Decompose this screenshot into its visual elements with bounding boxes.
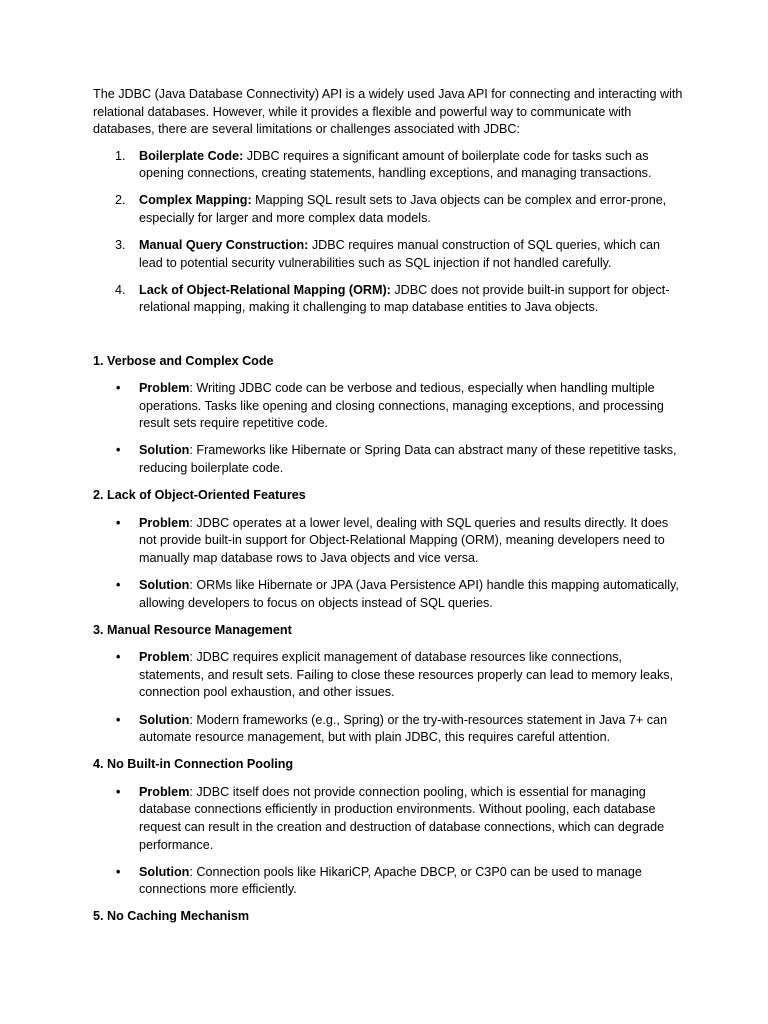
list-item-title: Boilerplate Code: bbox=[139, 148, 244, 163]
list-item-title: Manual Query Construction: bbox=[139, 238, 309, 253]
solution-label: Solution bbox=[139, 712, 190, 727]
bullet-item-problem bbox=[116, 380, 683, 433]
bullet-icon: • bbox=[116, 784, 121, 799]
problem-text: : JDBC operates at a lower level, dealing with SQL queries and results directly. It does not provide built-in support for Object-Relational Mapping (ORM), meaning developers need to manually map database rows to Java objects and vice versa. bbox=[139, 515, 669, 565]
problem-label: Problem bbox=[139, 650, 190, 665]
bullet-list bbox=[93, 515, 683, 612]
list-item bbox=[115, 148, 683, 183]
bullet-icon: • bbox=[116, 381, 121, 396]
problem-text: : Writing JDBC code can be verbose and tedious, especially when handling multiple operations. Tasks like opening and closing connections, managing exceptions, and processing result sets require repetitive code. bbox=[139, 381, 664, 431]
list-item-text: JDBC requires manual construction of SQL queries, which can lead to potential security vulnerabilities such as SQL injection if not handled carefully. bbox=[139, 238, 660, 270]
problem-label: Problem bbox=[139, 515, 190, 530]
bullet-list bbox=[93, 380, 683, 477]
list-item-text: Mapping SQL result sets to Java objects can be complex and error-prone, especially for larger and more complex data models. bbox=[139, 193, 667, 226]
section-heading: 2. Lack of Object-Oriented Features bbox=[93, 488, 306, 503]
bullet-list bbox=[93, 649, 683, 746]
list-item-text: JDBC requires a significant amount of boilerplate code for tasks such as opening connections, creating statements, handling exceptions, and managing transactions. bbox=[139, 148, 652, 181]
problem-text: : JDBC requires explicit management of database resources like connections, statements, and result sets. Failing to close these resources properly can lead to memory leaks, connection pool exhaustion, and other issues. bbox=[139, 650, 674, 700]
list-item bbox=[115, 192, 683, 227]
solution-text: : Connection pools like HikariCP, Apache DBCP, or C3P0 can be used to manage connections more efficiently. bbox=[139, 864, 642, 897]
solution-label: Solution bbox=[139, 577, 190, 592]
section-heading: 4. No Built-in Connection Pooling bbox=[93, 757, 294, 772]
problem-text: : JDBC itself does not provide connection pooling, which is essential for managing database connections efficiently in production environments. Without pooling, each database request can result in the creation and destruction of database connections, which can degrade performance. bbox=[139, 784, 665, 852]
bullet-icon: • bbox=[116, 577, 121, 592]
section-object-oriented bbox=[93, 487, 683, 612]
list-number: 4. bbox=[115, 282, 126, 297]
list-number: 1. bbox=[115, 148, 126, 163]
spacer bbox=[93, 327, 683, 353]
list-item bbox=[115, 282, 683, 317]
limitations-list bbox=[93, 148, 683, 317]
problem-label: Problem bbox=[139, 381, 190, 396]
bullet-item-solution bbox=[116, 442, 683, 477]
bullet-icon: • bbox=[116, 443, 121, 458]
solution-text: : ORMs like Hibernate or JPA (Java Persistence API) handle this mapping automatically, allowing developers to focus on objects instead of SQL queries. bbox=[139, 577, 679, 610]
bullet-item-solution bbox=[116, 577, 683, 612]
bullet-icon: • bbox=[116, 712, 121, 727]
list-item-title: Lack of Object-Relational Mapping (ORM): bbox=[139, 282, 391, 297]
solution-label: Solution bbox=[139, 443, 190, 458]
bullet-icon: • bbox=[116, 650, 121, 665]
solution-label: Solution bbox=[139, 864, 190, 879]
document-page bbox=[93, 86, 683, 936]
bullet-list bbox=[93, 784, 683, 899]
section-connection-pooling bbox=[93, 756, 683, 899]
problem-label: Problem bbox=[139, 784, 190, 799]
list-item-title: Complex Mapping: bbox=[139, 193, 252, 208]
section-verbose-code bbox=[93, 353, 683, 478]
solution-text: : Frameworks like Hibernate or Spring Data can abstract many of these repetitive tasks, reducing boilerplate code. bbox=[139, 443, 677, 475]
section-heading: 3. Manual Resource Management bbox=[93, 622, 292, 637]
section-heading-caching: 5. No Caching Mechanism bbox=[93, 909, 250, 924]
bullet-item-problem bbox=[116, 649, 683, 702]
section-heading: 1. Verbose and Complex Code bbox=[93, 353, 274, 368]
list-item-text: JDBC does not provide built-in support for object-relational mapping, making it challenging to map database entities to Java objects. bbox=[139, 282, 670, 315]
bullet-icon: • bbox=[116, 515, 121, 530]
bullet-item-problem bbox=[116, 515, 683, 568]
intro-paragraph: The JDBC (Java Database Connectivity) API is a widely used Java API for connecting and interacting with relational databases. However, while it provides a flexible and powerful way to communicate with databases, there are several limitations or challenges associated with JDBC: bbox=[93, 87, 683, 137]
bullet-item-solution bbox=[116, 864, 683, 899]
bullet-item-problem bbox=[116, 784, 683, 854]
solution-text: : Modern frameworks (e.g., Spring) or the try-with-resources statement in Java 7+ can automate resource management, but with plain JDBC, this requires careful attention. bbox=[139, 712, 668, 745]
list-number: 2. bbox=[115, 193, 126, 208]
list-number: 3. bbox=[115, 238, 126, 253]
bullet-icon: • bbox=[116, 864, 121, 879]
list-item bbox=[115, 237, 683, 272]
section-resource-management bbox=[93, 622, 683, 747]
bullet-item-solution bbox=[116, 712, 683, 747]
